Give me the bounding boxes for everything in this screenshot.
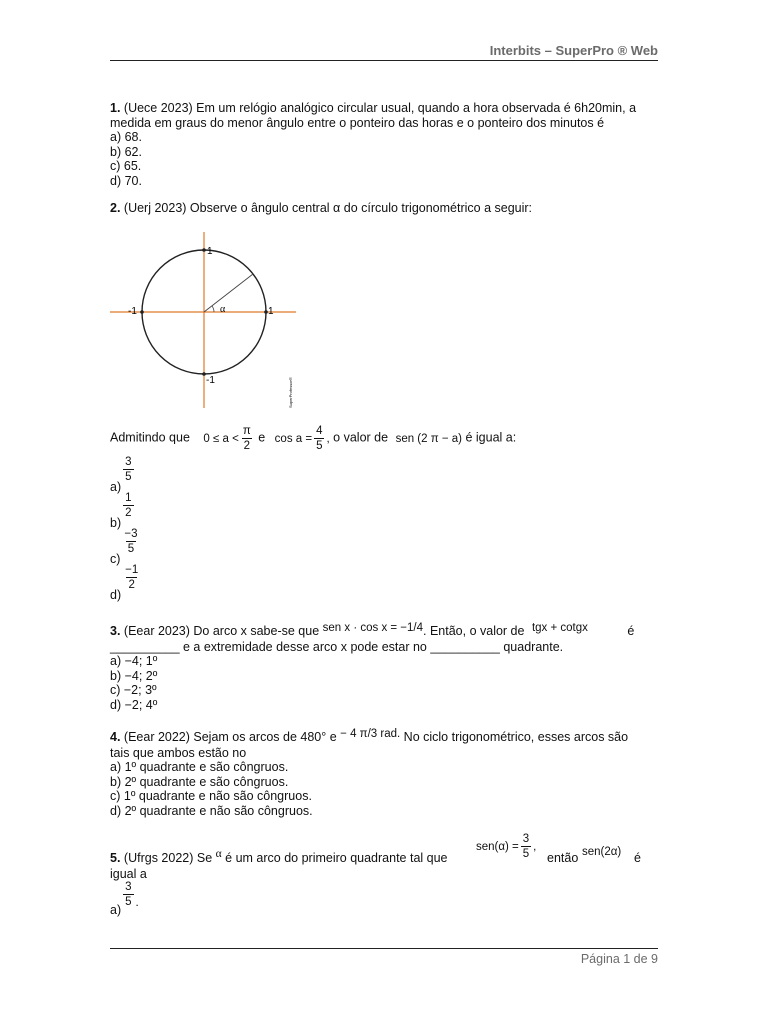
fraction — [314, 424, 324, 453]
question-2-options — [110, 458, 142, 602]
option-a: a) −4; 1º — [110, 654, 158, 669]
question-number: 2. — [110, 201, 121, 215]
numerator: 3 — [125, 881, 132, 893]
option-d: d) 2º quadrante e não são côngruos. — [110, 803, 313, 818]
denominator: 5 — [127, 543, 135, 555]
cond-left: sen(α) = — [476, 840, 519, 853]
numerator: 4 — [316, 425, 323, 437]
expression-senxcosx: sen x · cos x = −1/4 — [322, 622, 423, 634]
admit-text: Admitindo que — [110, 430, 190, 445]
expression-arc: − 4 π/3 rad. — [340, 728, 401, 740]
expression-sen2alpha: sen(2α) — [582, 846, 622, 858]
question-text: é — [634, 851, 641, 865]
conjunction-e: e — [258, 430, 266, 445]
fraction — [521, 832, 531, 861]
question-number: 4. — [110, 730, 121, 744]
fraction — [123, 563, 140, 592]
question-number: 3. — [110, 624, 121, 638]
question-number: 1. — [110, 101, 121, 115]
question-text: (Eear 2023) Do arco x sabe-se que — [120, 624, 320, 638]
figure-credit: SuperProfessor® — [288, 377, 293, 408]
page-number: Página 1 de 9 — [580, 952, 658, 966]
question-5-text — [110, 850, 448, 867]
numerator: −3 — [124, 528, 138, 540]
option-label: a) — [110, 903, 122, 917]
numerator: 1 — [125, 492, 132, 504]
denominator: 2 — [125, 507, 132, 519]
label-right: 1 — [268, 306, 274, 317]
entao-text: então — [547, 851, 579, 865]
denominator: 5 — [125, 471, 132, 483]
angle-arc — [212, 306, 214, 312]
fraction — [123, 491, 133, 520]
fraction — [123, 880, 133, 909]
header-title: Interbits – SuperPro ® Web — [489, 43, 658, 58]
option-label: b) — [110, 516, 122, 530]
point-left — [140, 310, 144, 314]
option-d — [110, 566, 142, 602]
cond-tail: , — [326, 432, 330, 445]
condition-range — [203, 425, 254, 452]
expression-tgcotg: tgx + cotgx — [531, 622, 588, 634]
question-text: Então, o valor de — [426, 624, 525, 638]
numerator: 3 — [522, 833, 530, 845]
numerator: π — [242, 425, 251, 437]
question-text: (Uerj 2023) Observe o ângulo central α do círculo trigonométrico a seguir: — [120, 201, 533, 215]
question-number: 5. — [110, 851, 121, 865]
option-b: b) 2º quadrante e são côngruos. — [110, 774, 289, 789]
cond-left: cos a = — [274, 432, 313, 445]
label-top: 1 — [207, 246, 213, 257]
question-4 — [110, 730, 658, 819]
label-bottom: -1 — [206, 375, 215, 386]
option-d: d) 70. — [110, 173, 142, 188]
numerator: 3 — [125, 456, 132, 468]
denominator: 5 — [522, 848, 530, 860]
denominator: 2 — [128, 579, 135, 591]
option-a: a) 68. — [110, 130, 142, 145]
cond-tail: , — [533, 840, 537, 853]
question-1-stem — [110, 101, 658, 130]
cond-left: 0 ≤ a < — [203, 432, 239, 445]
question-5-stem — [110, 833, 658, 866]
question-4-line2: tais que ambos estão no — [110, 745, 247, 760]
alpha-symbol: α — [215, 848, 222, 860]
question-text: (Ufrgs 2022) Se — [120, 851, 213, 865]
condition-sen-alpha — [476, 832, 536, 861]
question-5-line2: igual a — [110, 867, 147, 881]
header-rule — [110, 60, 658, 61]
question-3 — [110, 624, 658, 713]
igual-a-text: é igual a: — [465, 430, 517, 445]
point-top — [202, 248, 206, 252]
label-left: -1 — [128, 306, 137, 317]
fraction — [122, 527, 139, 556]
question-3-stem — [110, 624, 658, 640]
option-tail: . — [135, 897, 139, 909]
question-text: é um arco do primeiro quadrante tal que — [225, 851, 448, 865]
question-5 — [110, 833, 658, 882]
condition-cos — [274, 425, 330, 452]
question-3-line2: __________ e a extremidade desse arco x pode estar no __________ quadrante. — [110, 639, 564, 654]
question-text: No ciclo trigonométrico, esses arcos são — [400, 730, 629, 744]
expression-sen: sen (2 π − a) — [395, 432, 462, 445]
question-text: (Eear 2022) Sejam os arcos de 480° e — [120, 730, 337, 744]
option-a: a) 1º quadrante e são côngruos. — [110, 760, 289, 775]
question-5-option-a — [110, 881, 139, 917]
alpha-label: α — [220, 304, 226, 315]
option-b — [110, 494, 142, 530]
option-c: c) 65. — [110, 159, 142, 174]
valor-de-text: o valor de — [333, 430, 389, 445]
question-1 — [110, 101, 658, 189]
denominator: 5 — [316, 440, 323, 452]
option-c: c) 1º quadrante e não são côngruos. — [110, 789, 312, 804]
denominator: 2 — [243, 440, 250, 452]
option-a — [110, 458, 142, 494]
option-b: b) −4; 2º — [110, 668, 158, 683]
question-2-stem — [110, 201, 658, 216]
question-text: é — [627, 624, 635, 638]
fraction — [241, 424, 253, 453]
question-text: (Uece 2023) Em um relógio analógico circular usual, quando a hora observada é 6h20min, a medida em graus do menor ângulo entre o ponteiro das horas e o ponteiro dos minutos é — [110, 101, 637, 130]
trig-circle-figure — [110, 232, 310, 412]
radius-line — [204, 274, 253, 312]
numerator: −1 — [125, 564, 139, 576]
denominator: 5 — [125, 896, 132, 908]
option-c: c) −2; 3º — [110, 683, 157, 698]
option-label: d) — [110, 588, 122, 602]
option-label: a) — [110, 480, 122, 494]
option-label: c) — [110, 552, 121, 566]
option-d: d) −2; 4º — [110, 697, 158, 712]
option-b: b) 62. — [110, 144, 142, 159]
footer-rule — [110, 948, 658, 949]
question-4-stem — [110, 730, 658, 746]
question-2-conditions — [110, 424, 658, 453]
fraction — [123, 455, 133, 484]
option-c — [110, 530, 142, 566]
dot: . — [423, 624, 427, 638]
